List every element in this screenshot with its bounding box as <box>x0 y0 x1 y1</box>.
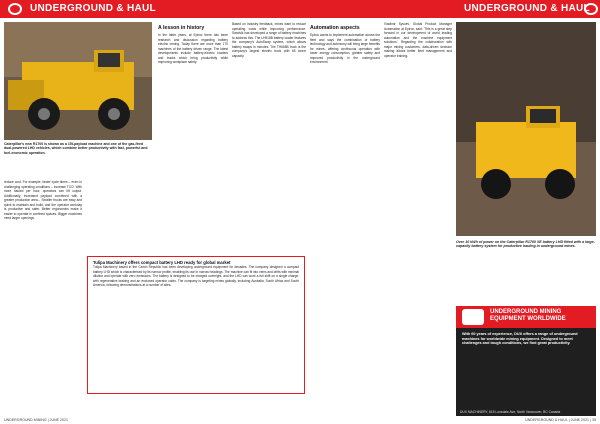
ad-body: With 60 years of experience, DUX offers a range of underground machines for worldwide mining equipment. Designed to meet challenges and tough conditions, we find great productivity. <box>462 332 578 346</box>
header-right-title: UNDERGROUND & HAUL <box>464 3 590 14</box>
sidebar-box <box>87 256 305 394</box>
column-3b-text: Epiroc wants to implement automation across the fleet and says the combination of battery technology and autonomy will bring large benefits for mines, offering continuous operation with lower energy consumption, greater safety and improved productivity in the underground environment. <box>310 33 380 65</box>
advertisement[interactable] <box>456 306 596 416</box>
footer-right: UNDERGROUND & HAUL | JUNE 2021 | 35 <box>525 418 596 422</box>
mine-photo-caption: Over 10 kWh of power on the Caterpillar R1700 XE battery LHD fitted with a large-capacity battery system for productive hauling in underground mines. <box>456 240 595 249</box>
column-3b <box>310 22 380 412</box>
column-4-text: Vladimir Sysoev, Global Product Manager Automation at Epiroc, said: 'This is a great step forward in our development of world leading automation and the machine equipment solutions.' Regarding the collaboration with major mining customers, data-driven decision making allows better fleet management and operator training. <box>384 22 452 58</box>
column-2 <box>158 22 228 252</box>
logo-icon <box>8 3 22 15</box>
logo-icon-right <box>584 3 598 15</box>
ad-address: DUX MACHINERY, 615 Lonsdale Ave, North Vancouver, BC Canada <box>460 409 561 414</box>
ad-name: UNDERGROUND MINING EQUIPMENT WORLDWIDE <box>490 309 566 322</box>
box-text: Tulipa Machinery based in the Czech Republic has been developing underground equipment for decades. The company designed a compact battery LHD which is characterised by its narrow profile, enabling its use in narrow headings. The machine can fit into veins and drifts with minimal dilution and operate with zero emissions. The battery is designed to be charged overnight, and the LHD can work a full shift on a single charge, with regenerative braking and an enclosed operator cabin. The company is targeting mines globally, including Australia, South Africa and South America, following demonstrations at a number of sites. <box>93 265 299 287</box>
column-1 <box>4 180 82 412</box>
loader-photo <box>4 22 152 140</box>
column-3-text: Based on industry feedback, mines want to reduce operating costs while improving performance. Sandvik has developed a range of battery machines to address this. The LH518B battery loader features the company's AutoSwap system, which allows battery swaps in minutes. The TH665B truck is the company's largest electric truck with 65 tonne capacity. <box>232 22 306 58</box>
column-1-text: reduce cost. For example, faster cycle times – even in challenging operating conditions – increase TCO. With more hauled per hour, operators can lift output. Additionally, increased payload combined with a greater production area... Smaller trucks are easy and quick to maintain and build, and the operator workday is productive and safer. Better ergonomics make it easier to operate in confined spaces. Bigger machines need larger openings. <box>4 180 82 221</box>
footer-left: UNDERGROUND MINING | JUNE 2021 <box>4 418 69 422</box>
ad-header <box>456 306 596 328</box>
header-bar <box>0 0 600 18</box>
box-title: Tulipa Machinery offers compact battery LHD ready for global market <box>93 260 231 265</box>
column-2-text: In the latter years, at Epiroc there has been research and discussion regarding battery electric mining. Today there are more than 170 machines of the battery driven range. The latest developments include battery-electric loaders and trucks which bring productivity while improving workplace safety. <box>158 33 228 65</box>
company-logo <box>462 309 484 325</box>
header-left-title: UNDERGROUND & HAUL <box>30 3 156 14</box>
column-4 <box>384 22 452 412</box>
column-3 <box>232 22 306 252</box>
mine-photo <box>456 22 596 236</box>
column-3b-heading: Automation aspects <box>310 25 360 31</box>
photo-caption: Caterpillar's new R1700 is shown as a 15t-payload machine and one of the gas-fired dual-powered LHD vehicles, which combine better productivity with fast, powerful and fuel-economic operation. <box>4 142 148 155</box>
column-2-heading: A lesson in history <box>158 25 205 31</box>
